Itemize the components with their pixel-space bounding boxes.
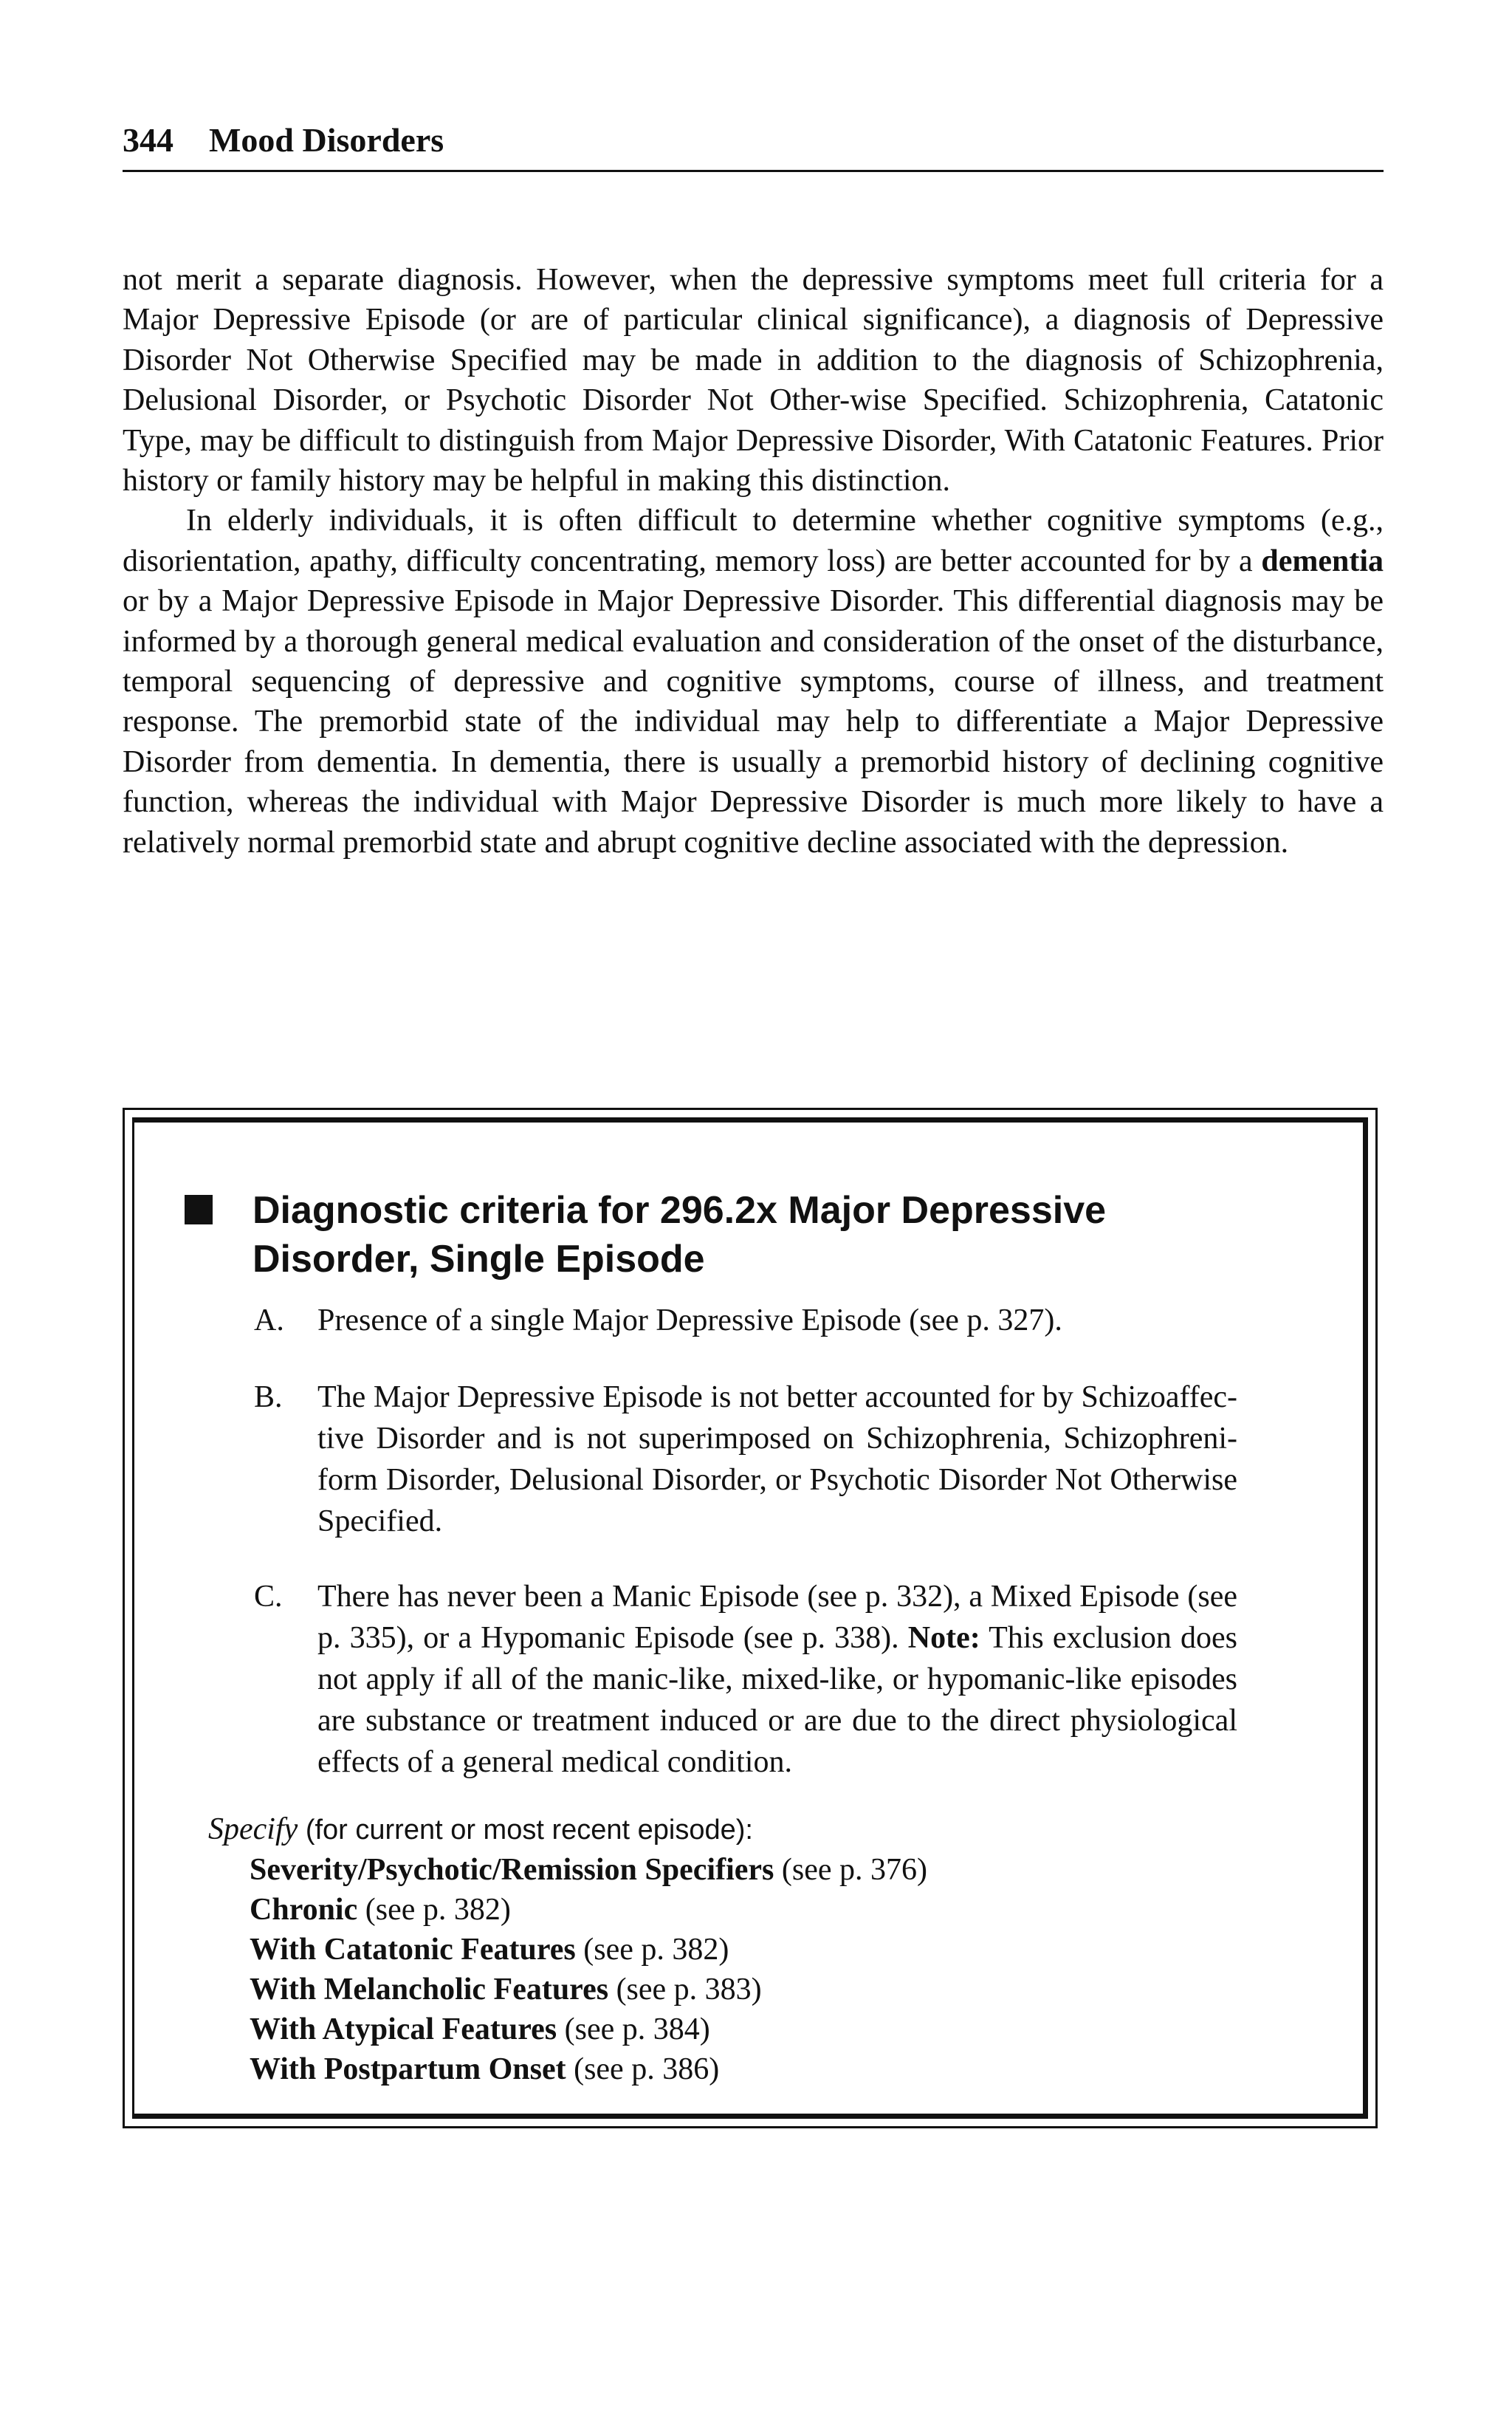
specifier-ref: (see p. 382) xyxy=(575,1933,729,1967)
specifier-item xyxy=(250,2009,1316,2049)
criterion-text-start: There has never been a Manic Episode (see p. 332), a Mixed Episode (see p. 335), or a Hypomanic Episode (see p. 338). xyxy=(317,1580,1237,1655)
criterion-text: The Major Depressive Episode is not better accounted for by Schizoaffec-tive Disorder and is not superimposed on Schizophrenia, Schizophreni-form Disorder, Delusional Disorder, or Psychotic Disorder Not Otherwise Specified. xyxy=(317,1380,1237,1538)
specifier-ref: (see p. 386) xyxy=(566,2052,720,2086)
specifier-item xyxy=(250,1890,1316,1930)
specifier-item xyxy=(250,1930,1316,1970)
criteria-title xyxy=(134,1186,1242,1284)
paragraph-2-start: In elderly individuals, it is often difficult to determine whether cognitive symptoms (e.g., disorientation, apathy, difficulty concentrating, memory loss) are better accounted for by a xyxy=(123,504,1384,578)
specifier-ref: (see p. 384) xyxy=(557,2012,710,2046)
criteria-box-inner xyxy=(132,1117,1368,2119)
specifier-item xyxy=(250,1850,1316,1890)
criterion-letter: B. xyxy=(254,1380,283,1414)
paragraph-2-end: or by a Major Depressive Episode in Major Depressive Disorder. This differential diagnosis may be informed by a thorough general medical evaluation and consideration of the onset of the disturbance, temporal sequencing of depressive and cognitive symptoms, course of illness, and treatment response. The premorbid state of the individual may help to differentiate a Major Depressive Disorder from dementia. In dementia, there is usually a premorbid history of declining cognitive function, whereas the individual with Major Depressive Disorder is much more likely to have a relatively normal premorbid state and abrupt cognitive decline associated with the depression. xyxy=(123,584,1384,860)
specifier-ref: (see p. 383) xyxy=(608,1973,762,2007)
specifier-name: Severity/Psychotic/Remission Specifiers xyxy=(250,1853,774,1887)
body-text xyxy=(123,260,1384,863)
diagnostic-criteria-box xyxy=(123,1108,1378,2128)
page-number: 344 xyxy=(123,121,173,159)
specifier-name: With Catatonic Features xyxy=(250,1933,576,1967)
note-label: Note: xyxy=(907,1621,980,1655)
dementia-term: dementia xyxy=(1261,544,1384,578)
paragraph-1: not merit a separate diagnosis. However, when the depressive symptoms meet full criteria for a Major Depressive Episode (or are of particular clinical significance), a diagnosis of Depressive Disorder Not Otherwise Specified may be made in addition to the diagnosis of Schizophrenia, Delusional Disorder, or Psychotic Disorder Not Other-wise Specified. Schizophrenia, Catatonic Type, may be difficult to distinguish from Major Depressive Disorder, With Catatonic Features. Prior history or family history may be helpful in making this distinction. xyxy=(123,263,1384,498)
criterion-c xyxy=(134,1576,1286,1783)
specifier-name: Chronic xyxy=(250,1893,358,1927)
specify-section xyxy=(208,1809,1316,2089)
specifier-name: With Postpartum Onset xyxy=(250,2052,566,2086)
specify-heading xyxy=(208,1809,1316,1850)
specifier-item xyxy=(250,1970,1316,2009)
paragraph-2 xyxy=(123,501,1384,863)
specifier-list xyxy=(250,1850,1316,2089)
specifier-name: With Atypical Features xyxy=(250,2012,557,2046)
specify-intro: (for current or most recent episode): xyxy=(298,1815,753,1846)
criteria-title-text: Diagnostic criteria for 296.2x Major Depressive Disorder, Single Episode xyxy=(252,1189,1107,1281)
criterion-b xyxy=(134,1377,1286,1542)
criterion-text: Presence of a single Major Depressive Episode (see p. 327). xyxy=(317,1303,1062,1337)
square-bullet-icon xyxy=(185,1195,213,1224)
specify-label: Specify xyxy=(208,1812,298,1846)
criterion-a xyxy=(134,1300,1286,1341)
specifier-ref: (see p. 382) xyxy=(357,1893,511,1927)
specifier-item xyxy=(250,2049,1316,2089)
running-head xyxy=(123,118,1384,172)
criterion-text-end: This exclusion does not apply if all of the manic-like, mixed-like, or hypomanic-like episodes are substance or treatment induced or are due to the direct physiological effects of a general medical condition. xyxy=(317,1621,1237,1779)
criterion-letter: A. xyxy=(254,1303,284,1337)
chapter-title: Mood Disorders xyxy=(209,121,444,159)
specifier-ref: (see p. 376) xyxy=(774,1853,927,1887)
specifier-name: With Melancholic Features xyxy=(250,1973,609,2007)
criterion-letter: C. xyxy=(254,1580,283,1614)
